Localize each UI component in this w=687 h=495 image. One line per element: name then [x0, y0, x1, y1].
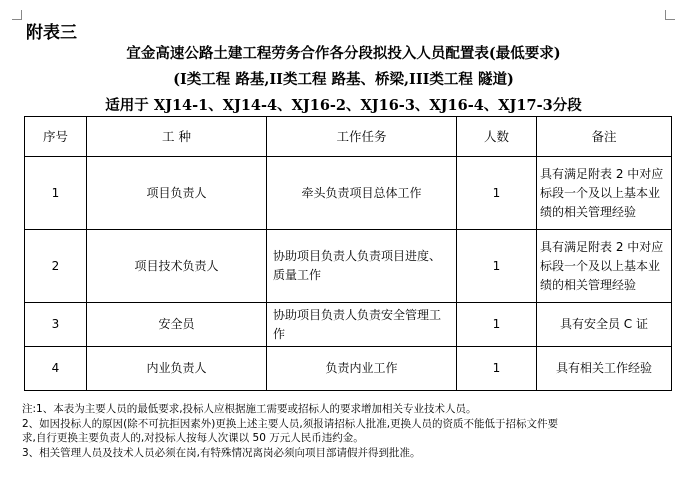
cell-role: 内业负责人	[87, 347, 267, 391]
appendix-label: 附表三	[26, 23, 77, 43]
table-row	[25, 347, 672, 391]
cell-role: 安全员	[87, 303, 267, 347]
crop-mark-top-right	[665, 10, 675, 20]
table-row	[25, 230, 672, 303]
staffing-table	[24, 116, 672, 391]
crop-mark-top-left	[12, 10, 22, 20]
document-title: 宜金高速公路土建工程劳务合作各分段拟投入人员配置表(最低要求)	[126, 45, 561, 62]
cell-no: 3	[25, 303, 87, 347]
note-line: 注:1、本表为主要人员的最低要求,投标人应根据施工需要或招标人的要求增加相关专业技术人员。	[22, 403, 477, 415]
cell-remark: 具有相关工作经验	[537, 347, 672, 391]
cell-remark: 具有安全员 C 证	[537, 303, 672, 347]
cell-task: 牵头负责项目总体工作	[267, 157, 457, 230]
cell-no: 1	[25, 157, 87, 230]
cell-task: 协助项目负责人负责安全管理工作	[267, 303, 457, 347]
cell-no: 4	[25, 347, 87, 391]
note-line: 求,自行更换主要负责人的,对投标人按每人次课以 50 万元人民币违约金。	[22, 432, 364, 444]
cell-count: 1	[457, 157, 537, 230]
table-row	[25, 157, 672, 230]
cell-count: 1	[457, 347, 537, 391]
cell-count: 1	[457, 230, 537, 303]
table-row	[25, 303, 672, 347]
document-subtitle-sections: 适用于 XJ14-1、XJ14-4、XJ16-2、XJ16-3、XJ16-4、XJ17-3分段	[105, 97, 582, 114]
header-role: 工 种	[87, 117, 267, 157]
cell-count: 1	[457, 303, 537, 347]
cell-remark: 具有满足附表 2 中对应标段一个及以上基本业绩的相关管理经验	[537, 157, 672, 230]
document-subtitle-categories: (I类工程 路基,II类工程 路基、桥梁,III类工程 隧道)	[173, 71, 514, 88]
cell-task: 负责内业工作	[267, 347, 457, 391]
cell-role: 项目技术负责人	[87, 230, 267, 303]
cell-remark: 具有满足附表 2 中对应标段一个及以上基本业绩的相关管理经验	[537, 230, 672, 303]
cell-role: 项目负责人	[87, 157, 267, 230]
table-notes	[22, 402, 672, 460]
cell-task: 协助项目负责人负责项目进度、质量工作	[267, 230, 457, 303]
cell-no: 2	[25, 230, 87, 303]
note-line: 2、如因投标人的原因(除不可抗拒因素外)更换上述主要人员,须报请招标人批准,更换人员的资质不能低于招标文件要	[22, 417, 559, 430]
note-line: 3、相关管理人员及技术人员必须在岗,有特殊情况离岗必须向项目部请假并得到批准。	[22, 446, 421, 459]
header-no: 序号	[25, 117, 87, 157]
header-remark: 备注	[537, 117, 672, 157]
header-task: 工作任务	[267, 117, 457, 157]
header-count: 人数	[457, 117, 537, 157]
table-header-row	[25, 117, 672, 157]
